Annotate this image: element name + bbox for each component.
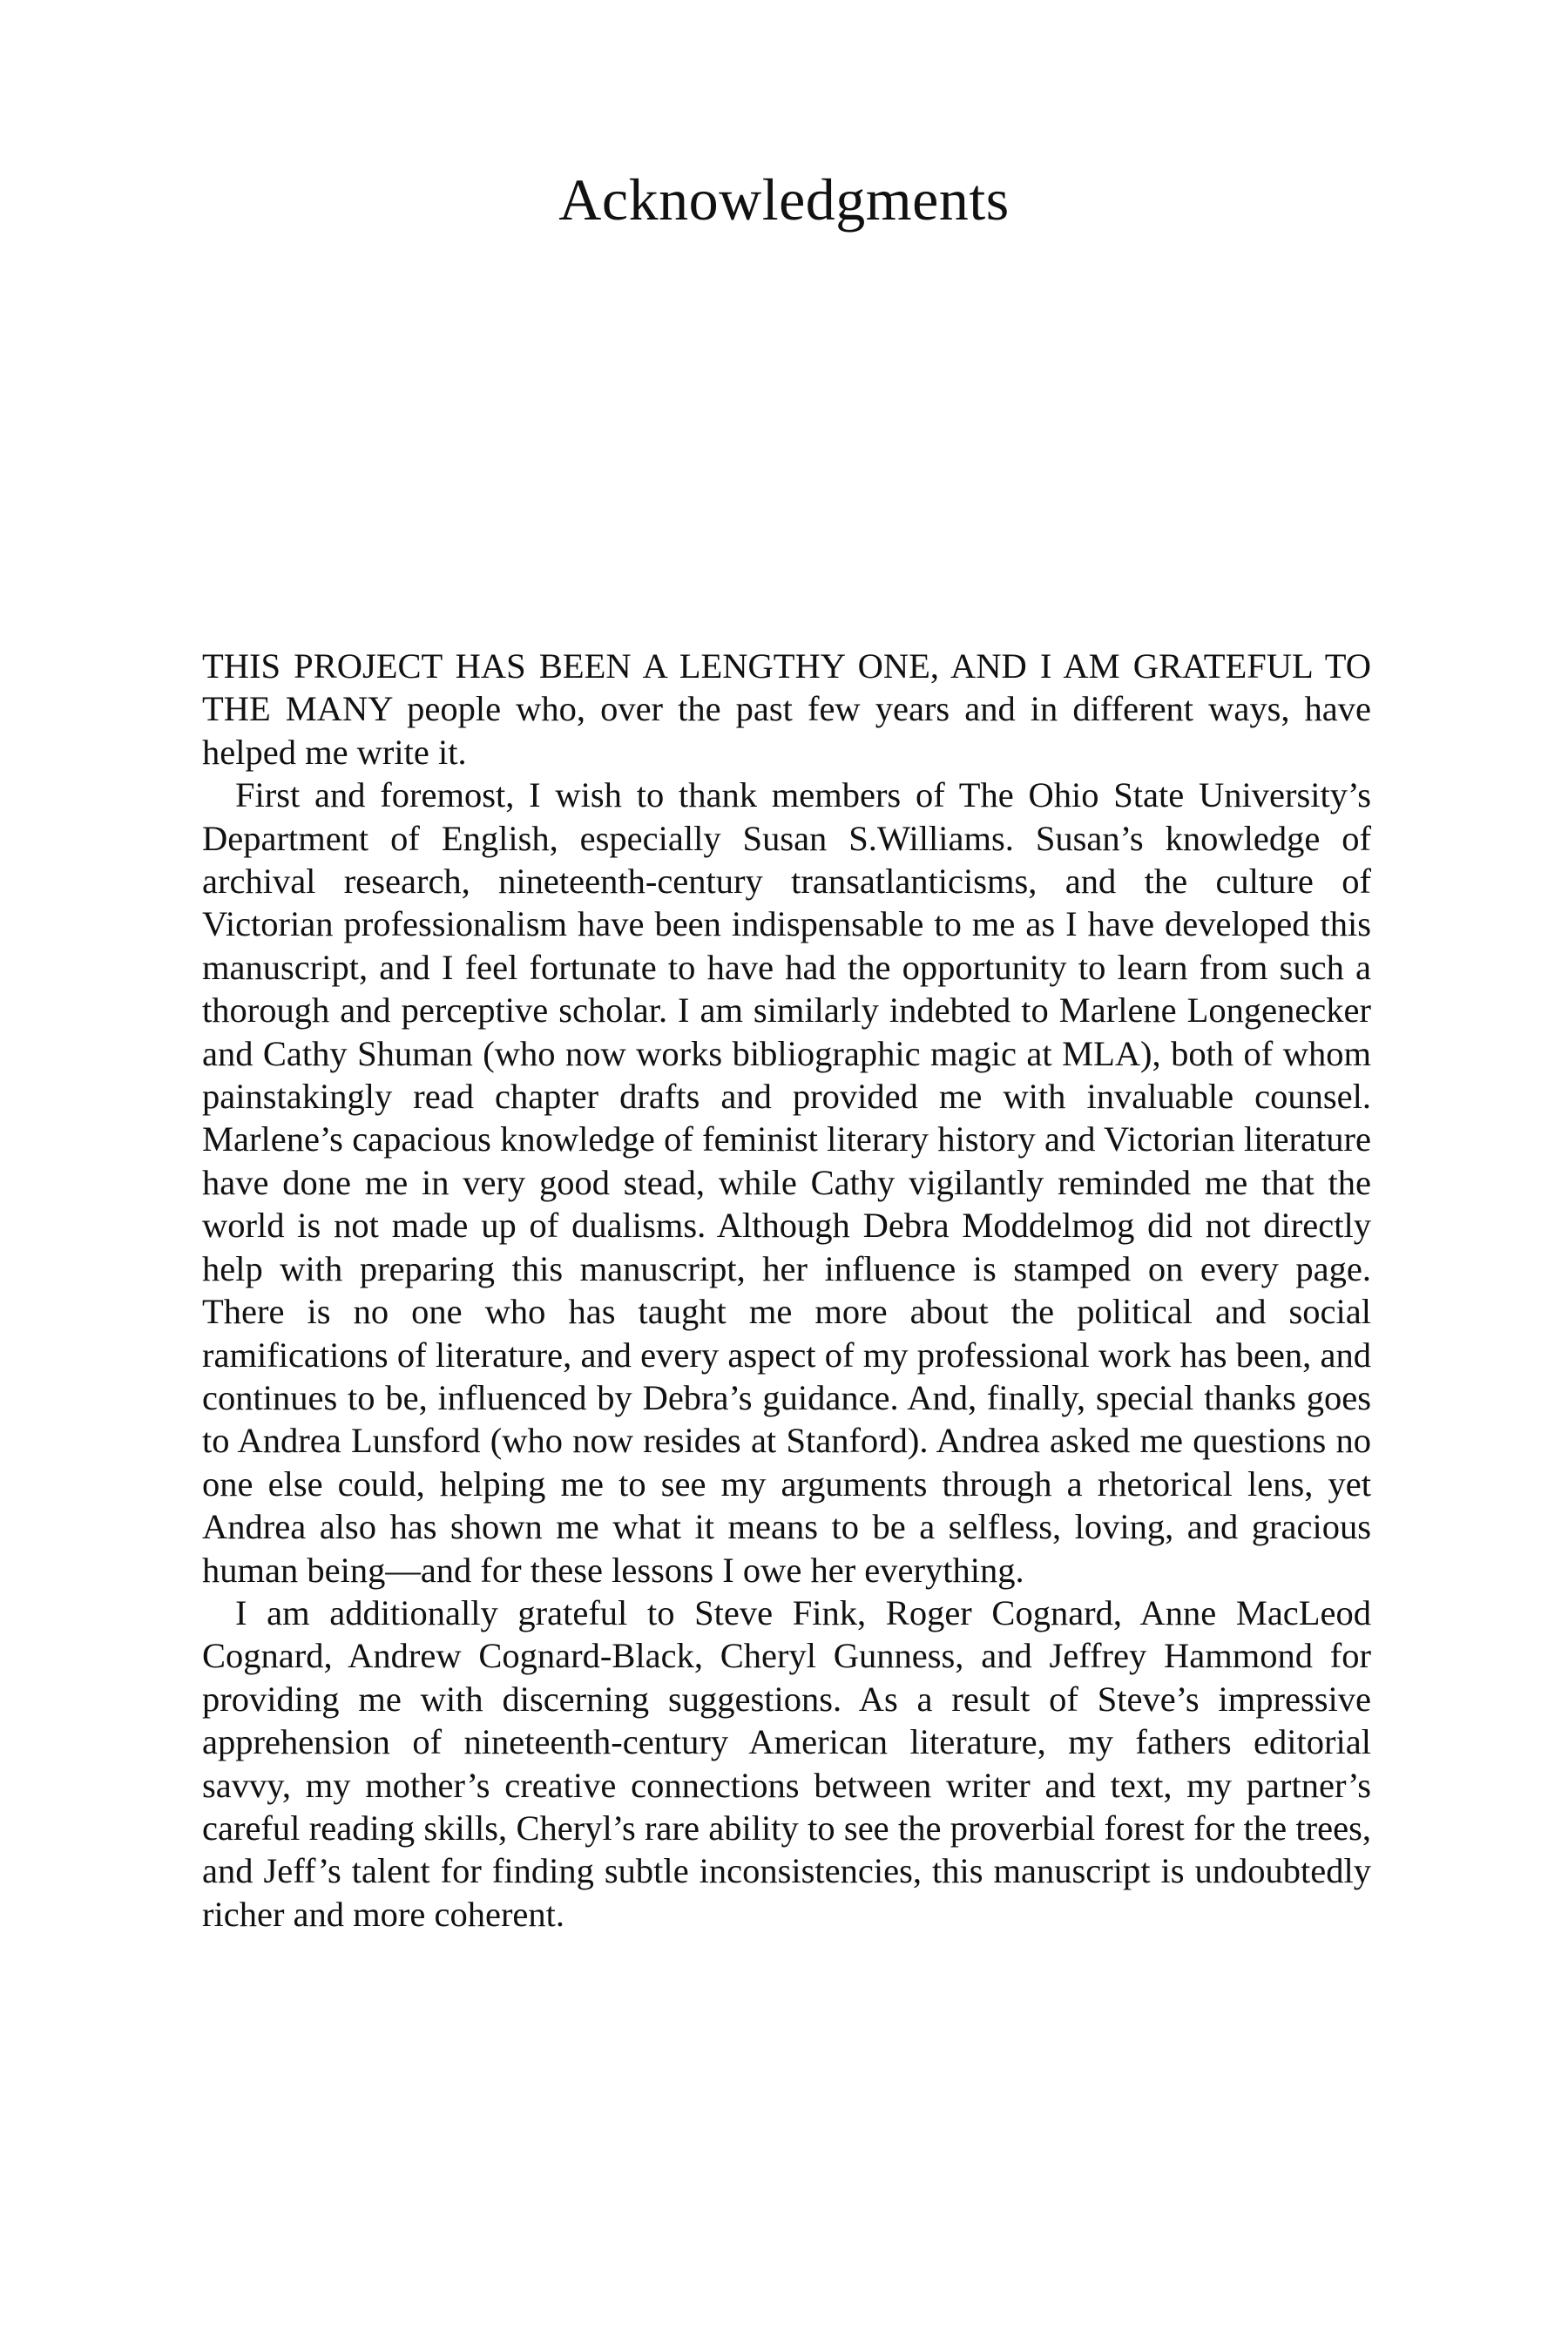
paragraph-3: I am additionally grateful to Steve Fink, Roger Cognard, Anne MacLeod Cognard, Andrew Cognard-Black, Cheryl Gunness, and Jeffrey Hammond for providing me with discerning suggestions. As a result of Steve’s impressive apprehension of nineteenth-century American literature, my fathers editorial savvy, my mother’s creative connections between writer and text, my partner’s careful reading skills, Cheryl’s rare ability to see the proverbial forest for the trees, and Jeff’s talent for finding subtle inconsistencies, this manuscript is undoubtedly richer and more coherent. [202,1592,1371,1934]
paragraph-1-rest: people who, over the past few years and in different ways, have helped me write it. [202,689,1371,772]
paragraph-2: First and foremost, I wish to thank members of The Ohio State University’s Department of English, especially Susan S.Williams. Susan’s knowledge of archival research, nineteenth-century transatlanticisms, and the culture of Victorian professionalism have been indispensable to me as I have developed this manuscript, and I feel fortunate to have had the opportunity to learn from such a thorough and perceptive scholar. I am similarly indebted to Marlene Longenecker and Cathy Shuman (who now works bibliographic magic at MLA), both of whom painstakingly read chapter drafts and provided me with invaluable counsel. Marlene’s capacious knowledge of feminist literary history and Victorian literature have done me in very good stead, while Cathy vigilantly reminded me that the world is not made up of dualisms. Although Debra Moddelmog did not directly help with preparing this manuscript, her influence is stamped on every page. There is no one who has taught me more about the political and social ramifications of literature, and every aspect of my professional work has been, and continues to be, influenced by Debra’s guidance. And, finally, special thanks goes to Andrea Lunsford (who now resides at Stanford). Andrea asked me questions no one else could, helping me to see my arguments through a rhetorical lens, yet Andrea also has shown me what it means to be a selfless, loving, and gracious human being—and for these lessons I owe her everything. [202,775,1371,1590]
paragraph-1-lead: THIS PROJECT HAS BEEN A LENGTHY ONE, AND I AM GRATEFUL TO THE MANY [202,646,1371,729]
acknowledgments-body [202,645,1371,1936]
page-title: Acknowledgments [558,166,1010,233]
paragraph-1 [202,645,1371,774]
